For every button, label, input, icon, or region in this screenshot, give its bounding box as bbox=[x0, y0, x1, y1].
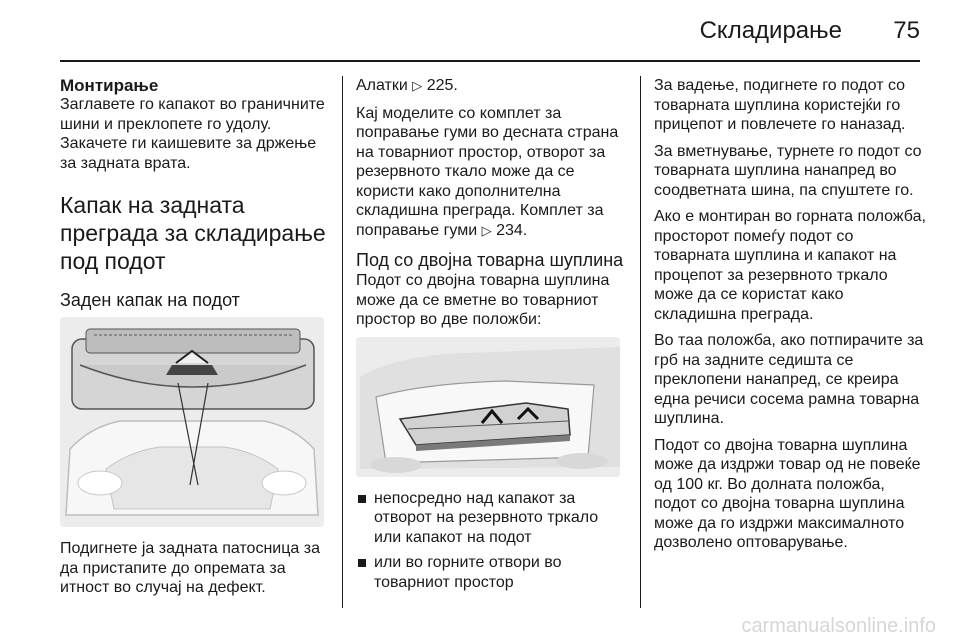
insertion-instructions: За вметнување, турнете го подот со товарната шуплина нанапред во соодветната шина, па спуштете го. bbox=[654, 142, 922, 199]
column-1 bbox=[60, 76, 328, 605]
removal-instructions: За вадење, подигнете го подот со товарната шуплина користејќи го прицепот и повлечете го наназад. bbox=[654, 77, 906, 133]
tyre-repair-kit-text: Кај моделите со комплет за поправање гуми во десната страна на товарниот простор, отворот за резервното ткало може да се користи како дополнителна складишна преграда. Комплет за поправање гуми bbox=[356, 104, 619, 239]
tools-reference bbox=[356, 76, 626, 97]
column-2 bbox=[356, 76, 626, 598]
page-header-title: Складирање bbox=[699, 17, 842, 44]
column-divider-right bbox=[640, 76, 641, 608]
list-item bbox=[356, 553, 626, 592]
tools-reference-label: Алатки bbox=[356, 77, 408, 94]
header-rule bbox=[60, 60, 920, 62]
flat-load-floor-note: Во таа положба, ако потпирачите за грб на задните седишта се преклопени нанапред, се креира една речиси сосема рамна товарна шуплина. bbox=[654, 332, 924, 427]
tools-reference-page: 225. bbox=[426, 77, 458, 94]
list-item-text: непосредно над капакот за отворот на резервното тркало или капакот на подот bbox=[374, 489, 599, 546]
sub-heading-rear-floor-cover: Заден капак на подот bbox=[60, 290, 240, 310]
column-3 bbox=[654, 76, 926, 560]
section-heading-mounting: Монтирање bbox=[60, 76, 159, 95]
list-item-text: или во горните отвори во товарниот простор bbox=[374, 554, 562, 591]
reference-arrow-icon: ▷ bbox=[412, 79, 423, 94]
watermark: carmanualsonline.info bbox=[741, 615, 936, 637]
rear-floor-cover-illustration bbox=[60, 317, 324, 527]
reference-arrow-icon: ▷ bbox=[481, 223, 492, 239]
column-divider-left bbox=[342, 76, 343, 608]
tyre-repair-kit-page: 234. bbox=[496, 221, 528, 239]
bullet-square-icon bbox=[358, 559, 366, 567]
list-item bbox=[356, 489, 626, 548]
double-cargo-floor-text: Подот со двојна товарна шуплина може да се вметне во товарниот простор во две положби: bbox=[356, 272, 610, 328]
double-cargo-floor-heading: Под со двојна товарна шуплина bbox=[356, 250, 624, 270]
upper-position-note: Ако е монтиран во горната положба, просторот помеѓу подот со товарната шуплина и капакот на процепот за резервното тркало може да се користат како складишна преграда. bbox=[654, 208, 926, 323]
tyre-repair-kit-paragraph bbox=[356, 104, 626, 242]
floor-positions-list bbox=[356, 489, 626, 593]
chapter-heading: Капак на задната преграда за складирање под подот bbox=[60, 192, 326, 274]
rear-floor-cover-text: Подигнете ја задната патосница за да пристапите до опремата за итност во случај на дефект. bbox=[60, 540, 320, 596]
mounting-text: Заглавете го капакот во граничните шини и преклопете го удолу. Закачете ги каишевите за држење за задната врата. bbox=[60, 96, 325, 172]
cargo-floor-illustration bbox=[356, 337, 620, 477]
load-limit-note: Подот со двојна товарна шуплина може да издржи товар од не повеќе од 100 кг. Во долната положба, подот со двојна товарна шуплина може да го издржи максималното дозволено оптоварување. bbox=[654, 436, 921, 551]
bullet-square-icon bbox=[358, 495, 366, 503]
page-number: 75 bbox=[893, 17, 920, 44]
